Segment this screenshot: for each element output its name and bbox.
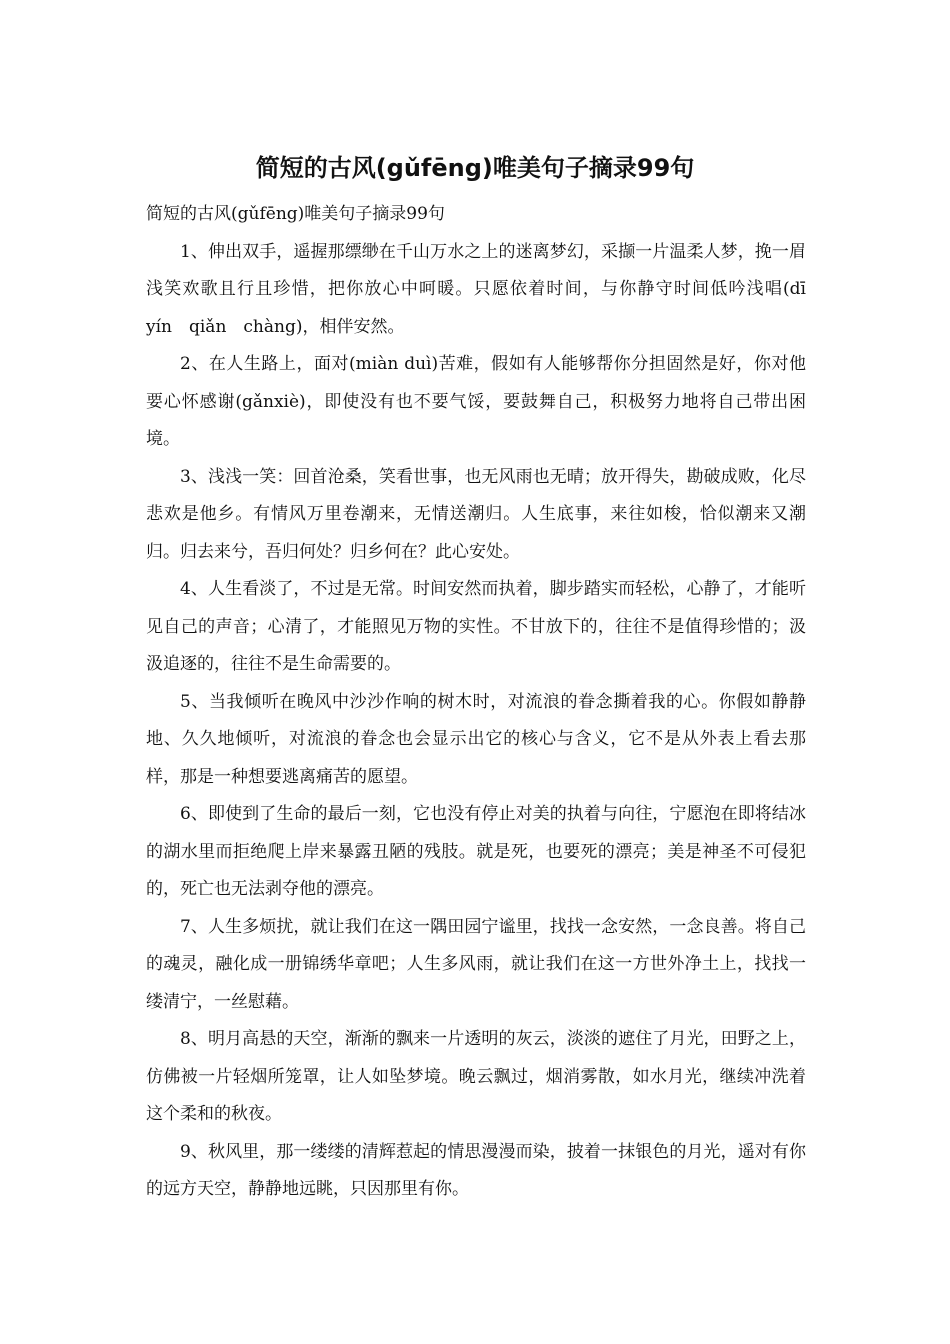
- paragraph-9: 9、秋风里，那一缕缕的清辉惹起的情思漫漫而染，披着一抹银色的月光，遥对有你的远方天空，静静地远眺，只因那里有你。: [146, 1141, 806, 1199]
- paragraph-4: 4、人生看淡了，不过是无常。时间安然而执着，脚步踏实而轻松，心静了，才能听见自己的声音；心清了，才能照见万物的实性。不甘放下的，往往不是值得珍惜的；汲汲追逐的，往往不是生命需要的。: [146, 579, 806, 674]
- paragraph-8: 8、明月高悬的天空，渐渐的飘来一片透明的灰云，淡淡的遮住了月光，田野之上，仿佛被一片轻烟所笼罩，让人如坠梦境。晚云飘过，烟消雾散，如水月光，继续冲洗着这个柔和的秋夜。: [146, 1029, 806, 1124]
- paragraph-3: 3、浅浅一笑：回首沧桑，笑看世事，也无风雨也无晴；放开得失，勘破成败，化尽悲欢是他乡。有情风万里卷潮来，无情送潮归。人生底事，来往如梭，恰似潮来又潮归。归去来兮，吾归何处？归乡何在？此心安处。: [146, 466, 806, 562]
- document-title: 简短的古风(gǔfēng)唯美句子摘录99句: [255, 154, 695, 182]
- document-body: [146, 196, 823, 1209]
- paragraph-6: 6、即使到了生命的最后一刻，它也没有停止对美的执着与向往，宁愿泡在即将结冰的湖水里而拒绝爬上岸来暴露丑陋的残肢。就是死，也要死的漂亮；美是神圣不可侵犯的，死亡也无法剥夺他的漂亮。: [146, 804, 806, 899]
- paragraph-7: 7、人生多烦扰，就让我们在这一隅田园宁谧里，找找一念安然，一念良善。将自己的魂灵，融化成一册锦绣华章吧；人生多风雨，就让我们在这一方世外净土上，找找一缕清宁，一丝慰藉。: [146, 916, 806, 1012]
- paragraph-5: 5、当我倾听在晚风中沙沙作响的树木时，对流浪的眷念撕着我的心。你假如静静地、久久地倾听，对流浪的眷念也会显示出它的核心与含义，它不是从外表上看去那样，那是一种想要逃离痛苦的愿望。: [146, 691, 806, 787]
- paragraph-2: 2、在人生路上，面对(miàn duì)苦难，假如有人能够帮你分担固然是好，你对他要心怀感谢(gǎnxiè)，即使没有也不要气馁，要鼓舞自己，积极努力地将自己带出困境。: [146, 354, 806, 449]
- paragraph-1: 1、伸出双手，遥握那缥缈在千山万水之上的迷离梦幻，采撷一片温柔人梦，挽一眉浅笑欢歌且行且珍惜，把你放心中呵暖。只愿依着时间，与你静守时间低吟浅唱(dī yín qiǎn chàng)，相伴安然。: [146, 241, 823, 337]
- document-subtitle: 简短的古风(gǔfēng)唯美句子摘录99句: [146, 204, 445, 224]
